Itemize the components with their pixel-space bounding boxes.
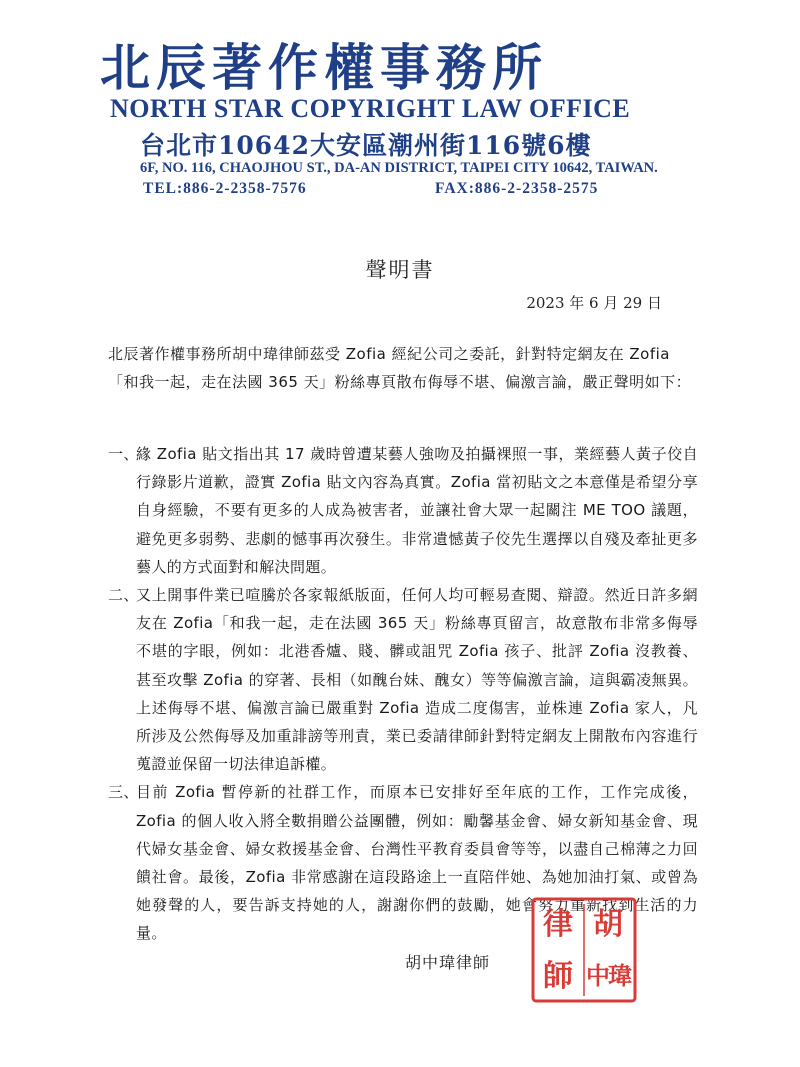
- statement-item: [108, 440, 698, 581]
- seal-char: 師: [543, 959, 573, 994]
- item-text: 目前 Zofia 暫停新的社群工作，而原本已安排好至年底的工作，工作完成後，Zofia 的個人收入將全數捐贈公益團體，例如：勵馨基金會、婦女新知基金會、現代婦女基金會、婦女救援基金會、台灣性平教育委員會等等，以盡自己棉薄之力回饋社會。最後，Zofia 非常感謝在這段路途上一直陪伴她、為她加油打氣、或曾為她發聲的人，要告訴支持她的人，謝謝你們的鼓勵，她會努力重新找到生活的力量。: [136, 783, 698, 943]
- firm-address-en: 6F, NO. 116, CHAOJHOU ST., DA-AN DISTRICT, TAIPEI CITY 10642, TAIWAN.: [140, 160, 658, 176]
- document-date: 2023 年 6 月 29 日: [526, 294, 662, 312]
- document-title: 聲明書: [365, 258, 435, 282]
- item-number: 一、: [108, 445, 139, 463]
- statement-item: [108, 581, 698, 778]
- seal-char: 胡: [593, 907, 623, 942]
- lawyer-seal-stamp: [530, 896, 638, 1004]
- firm-address-zh: 台北市10642大安區潮州街116號6樓: [140, 131, 592, 160]
- item-number: 三、: [108, 783, 139, 802]
- item-number: 二、: [108, 586, 139, 605]
- firm-name-zh: 北辰著作權事務所: [100, 38, 548, 97]
- seal-char: 中: [586, 961, 610, 990]
- item-text: 緣 Zofia 貼文指出其 17 歲時曾遭某藝人強吻及拍攝裸照一事，業經藝人黃子佼自行錄影片道歉，證實 Zofia 貼文內容為真實。Zofia 當初貼文之本意僅是希望分享自身經驗，不要有更多的人成為被害者，並讓社會大眾一起關注 ME TOO 議題，避免更多弱勢、悲劇的憾事再次發生。非常遺憾黃子佼先生選擇以自殘及牽扯更多藝人的方式面對和解決問題。: [136, 445, 698, 576]
- item-text: 又上開事件業已喧騰於各家報紙版面，任何人均可輕易查閱、辯證。然近日許多網友在 Zofia「和我一起，走在法國 365 天」粉絲專頁留言，故意散布非常多侮辱不堪的字眼，例如：北港香爐、賤、髒或詛咒 Zofia 孩子、批評 Zofia 沒教養、甚至攻擊 Zofia 的穿著、長相（如醜台妹、醜女）等等偏激言論，這與霸凌無異。上述侮辱不堪、偏激言論已嚴重對 Zofia 造成二度傷害，並株連 Zofia 家人，凡所涉及公然侮辱及加重誹謗等刑責，業已委請律師針對特定網友上開散布內容進行蒐證並保留一切法律追訴權。: [136, 586, 698, 774]
- seal-char: 瑋: [608, 961, 632, 990]
- statement-items: [108, 440, 698, 948]
- signer-name: 胡中瑋律師: [405, 953, 491, 972]
- intro-paragraph: 北辰著作權事務所胡中瑋律師茲受 Zofia 經紀公司之委託，針對特定網友在 Zofia「和我一起，走在法國 365 天」粉絲專頁散布侮辱不堪、偏激言論，嚴正聲明如下：: [108, 345, 692, 391]
- firm-name-en: NORTH STAR COPYRIGHT LAW OFFICE: [110, 94, 631, 123]
- firm-tel: TEL:886-2-2358-7576: [143, 180, 307, 197]
- seal-char: 律: [543, 907, 573, 942]
- firm-fax: FAX:886-2-2358-2575: [435, 180, 599, 197]
